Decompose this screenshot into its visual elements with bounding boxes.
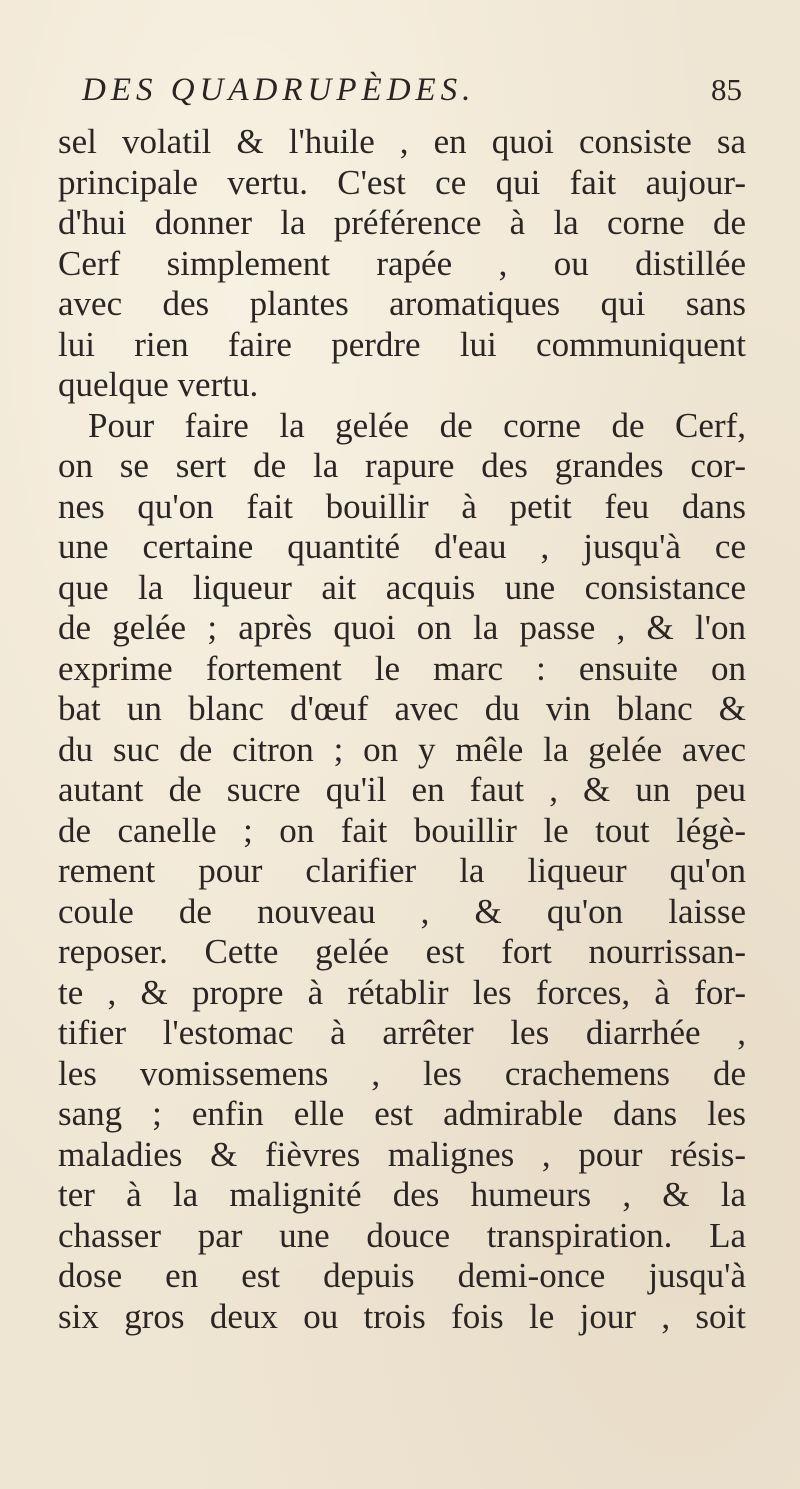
body-text <box>58 122 746 1337</box>
text-line: Cerf simplement rapée , ou distillée <box>58 243 746 283</box>
text-line: maladies & fièvres malignes , pour résis- <box>58 1134 746 1174</box>
text-line: autant de sucre qu'il en faut , & un peu <box>58 770 746 809</box>
text-line: sang ; enfin elle est admirable dans les <box>58 1094 746 1133</box>
running-header <box>82 72 742 122</box>
text-line: rement pour clarifier la liqueur qu'on <box>58 851 746 890</box>
text-line: avec des plantes aromatiques qui sans <box>58 284 746 323</box>
paragraph-start-line: Pour faire la gelée de corne de Cerf, <box>88 405 746 445</box>
text-line: nes qu'on fait bouillir à petit feu dans <box>58 486 746 526</box>
text-line: lui rien faire perdre lui communiquent <box>58 324 746 364</box>
page-number: 85 <box>711 72 742 107</box>
text-line: six gros deux ou trois fois le jour , soit <box>58 1296 746 1336</box>
text-line: les vomissemens , les crachemens de <box>58 1053 746 1093</box>
text-line: reposer. Cette gelée est fort nourrissan- <box>58 932 746 971</box>
text-line: bat un blanc d'œuf avec du vin blanc & <box>58 689 746 728</box>
text-line: principale vertu. C'est ce qui fait aujour- <box>58 162 746 202</box>
text-line: te , & propre à rétablir les forces, à for- <box>58 972 746 1012</box>
text-line: d'hui donner la préférence à la corne de <box>58 203 746 242</box>
text-line: dose en est depuis demi-once jusqu'à <box>58 1256 746 1295</box>
text-line: du suc de citron ; on y mêle la gelée avec <box>58 729 746 769</box>
text-line: ter à la malignité des humeurs , & la <box>58 1175 746 1214</box>
text-line: tifier l'estomac à arrêter les diarrhée , <box>58 1013 746 1052</box>
text-line: exprime fortement le marc : ensuite on <box>58 648 746 688</box>
text-line: de gelée ; après quoi on la passe , & l'on <box>58 608 746 647</box>
text-line: sel volatil & l'huile , en quoi consiste sa <box>58 122 746 161</box>
text-line: de canelle ; on fait bouillir le tout légè- <box>58 810 746 850</box>
text-line: chasser par une douce transpiration. La <box>58 1215 746 1255</box>
text-line: on se sert de la rapure des grandes cor- <box>58 446 746 485</box>
text-line: quelque vertu. <box>58 365 259 404</box>
running-title: DES QUADRUPÈDES. <box>82 72 476 108</box>
text-line: une certaine quantité d'eau , jusqu'à ce <box>58 527 746 566</box>
text-line: que la liqueur ait acquis une consistance <box>58 567 746 607</box>
text-line: coule de nouveau , & qu'on laisse <box>58 891 746 931</box>
